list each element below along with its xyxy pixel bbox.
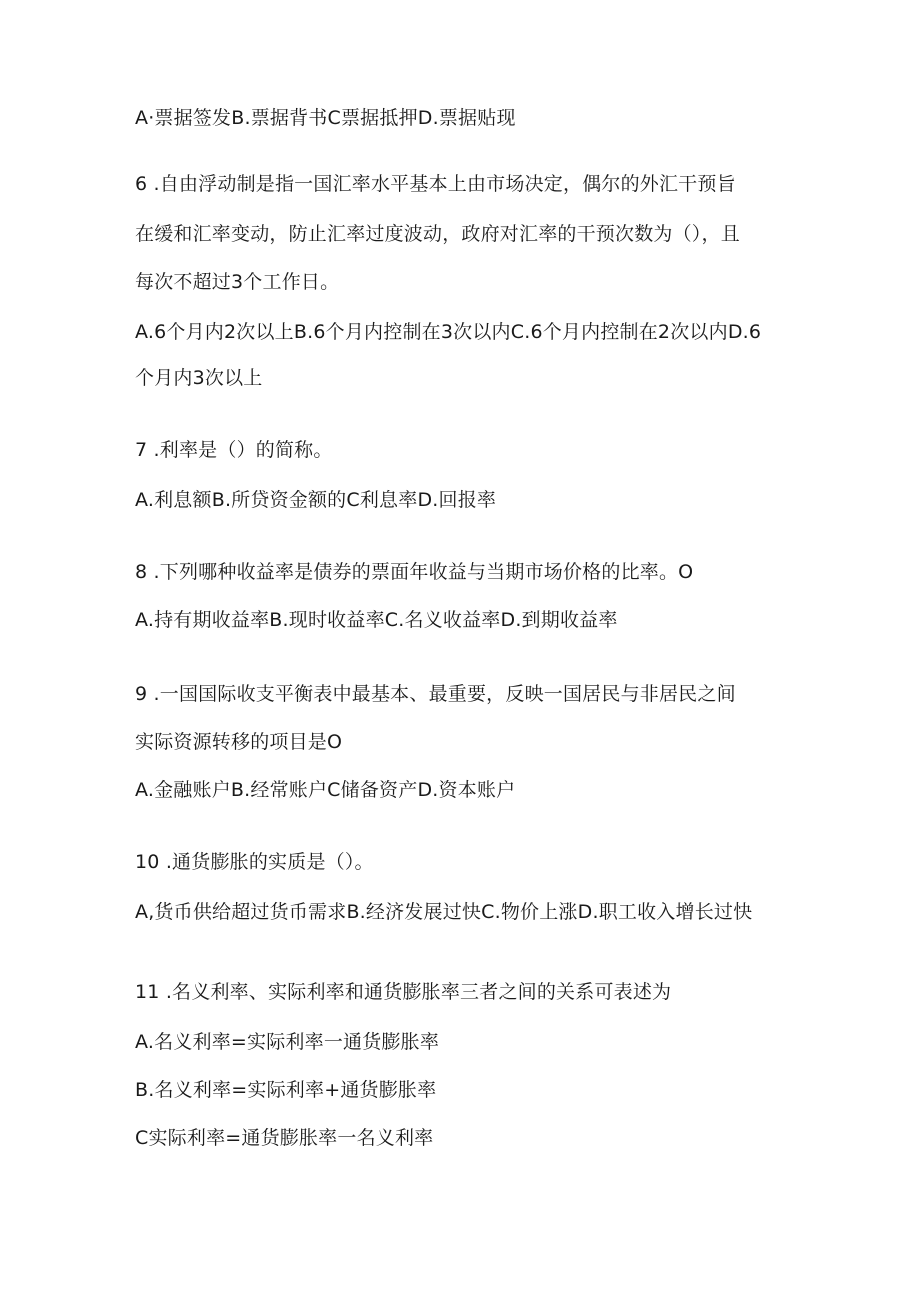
q10-options: A,货币供给超过货币需求B.经济发展过快C.物价上涨D.职工收入增长过快 xyxy=(135,901,753,923)
q11-text: 11 .名义利率、实际利率和通货膨胀率三者之间的关系可表述为 xyxy=(135,981,672,1003)
q9-text-line-2: 实际资源转移的项目是O xyxy=(135,731,343,753)
q11-option-b: B.名义利率=实际利率+通货膨胀率 xyxy=(135,1079,437,1101)
q6-text-line-2: 在缓和汇率变动，防止汇率过度波动，政府对汇率的干预次数为（），且 xyxy=(135,223,740,245)
q9-options: A.金融账户B.经常账户C储备资产D.资本账户 xyxy=(135,779,516,801)
q10-text: 10 .通货膨胀的实质是（）。 xyxy=(135,851,374,873)
q7-options: A.利息额B.所贷资金额的C利息率D.回报率 xyxy=(135,489,497,511)
q8-text: 8 .下列哪种收益率是债券的票面年收益与当期市场价格的比率。O xyxy=(135,561,694,583)
q7-text: 7 .利率是（）的简称。 xyxy=(135,439,333,461)
q9-text-line-1: 9 .一国国际收支平衡表中最基本、最重要，反映一国居民与非居民之间 xyxy=(135,683,736,705)
q11-option-c: C实际利率=通货膨胀率一名义利率 xyxy=(135,1127,434,1149)
q6-options-line-1: A.6个月内2次以上B.6个月内控制在3次以内C.6个月内控制在2次以内D.6 xyxy=(135,321,762,343)
q11-option-a: A.名义利率=实际利率一通货膨胀率 xyxy=(135,1031,440,1053)
q5-options: A·票据签发B.票据背书C票据抵押D.票据贴现 xyxy=(135,107,516,129)
q8-options: A.持有期收益率B.现时收益率C.名义收益率D.到期收益率 xyxy=(135,609,618,631)
q6-text-line-1: 6 .自由浮动制是指一国汇率水平基本上由市场决定，偶尔的外汇干预旨 xyxy=(135,173,736,195)
q6-text-line-3: 每次不超过3个工作日。 xyxy=(135,271,340,293)
q6-options-line-2: 个月内3次以上 xyxy=(135,367,263,389)
